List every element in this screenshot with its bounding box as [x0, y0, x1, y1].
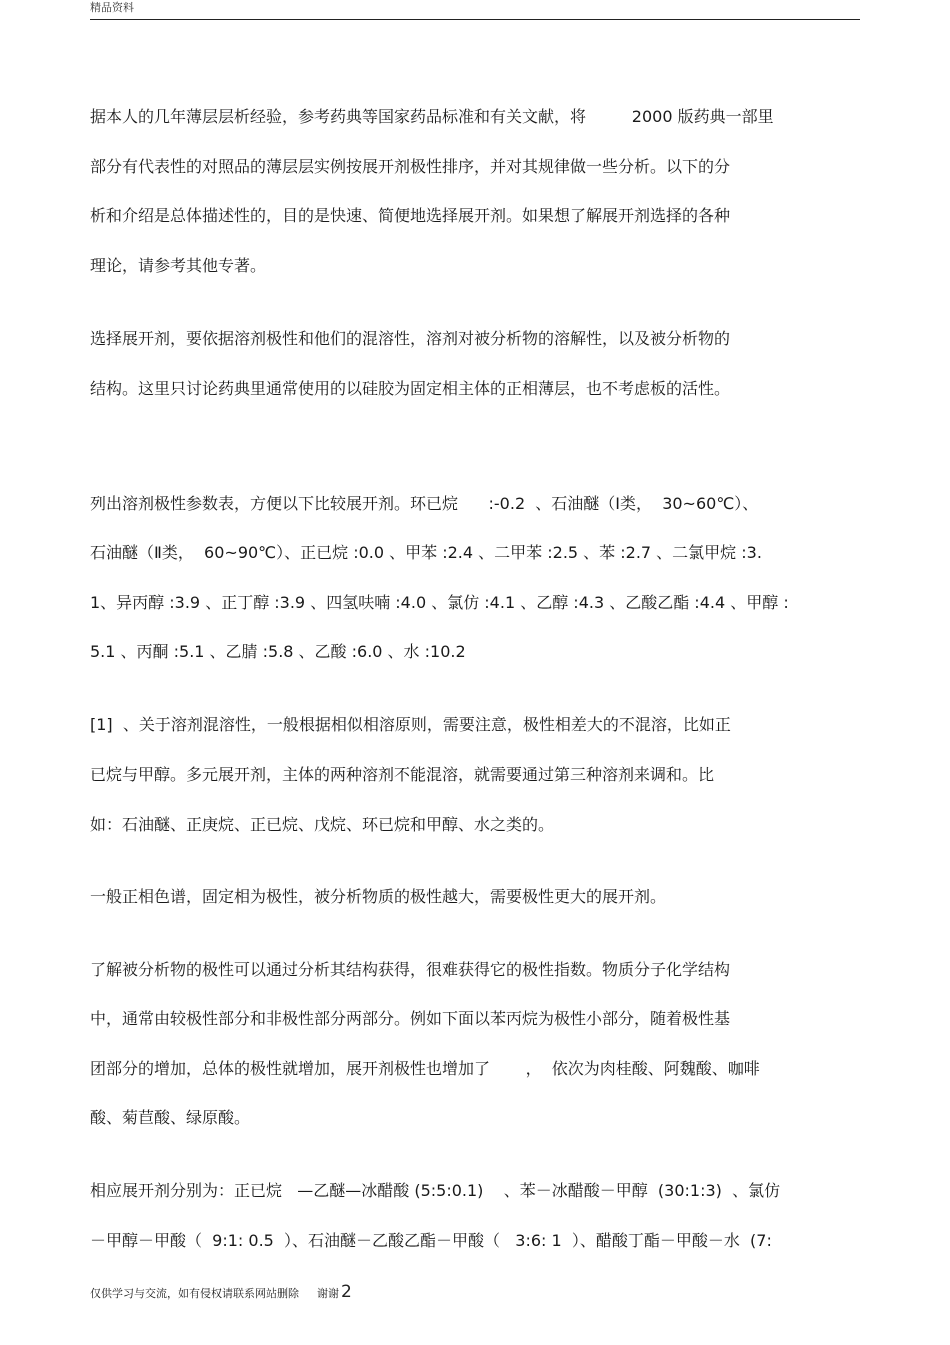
text-line: 析和介绍是总体描述性的，目的是快速、简便地选择展开剂。如果想了解展开剂选择的各种: [90, 206, 731, 225]
page-footer: [90, 1283, 352, 1303]
header-rule: [90, 19, 860, 20]
page-number: 2: [341, 1282, 352, 1302]
text-line: 一般正相色谱，固定相为极性，被分析物质的极性越大，需要极性更大的展开剂。: [90, 887, 667, 906]
text-line: 据本人的几年薄层层析经验，参考药典等国家药品标准和有关文献，将 2000 版药典一部里: [90, 107, 774, 126]
text-line: 1、异丙醇 :3.9 、正丁醇 :3.9 、四氢呋喃 :4.0 、氯仿 :4.1 、乙醇 :4.3 、乙酸乙酯 :4.4 、甲醇 :: [90, 593, 789, 612]
header-label: 精品资料: [90, 1, 134, 14]
text-line: 团部分的增加，总体的极性就增加，展开剂极性也增加了 ， 依次为肉桂酸、阿魏酸、咖啡: [90, 1059, 760, 1078]
text-line: 了解被分析物的极性可以通过分析其结构获得，很难获得它的极性指数。物质分子化学结构: [90, 960, 731, 979]
text-line: 选择展开剂，要依据溶剂极性和他们的混溶性，溶剂对被分析物的溶解性，以及被分析物的: [90, 329, 731, 348]
text-line: 列出溶剂极性参数表，方便以下比较展开剂。环已烷 :-0.2 、石油醚（Ⅰ类， 30~60℃）、: [90, 494, 759, 513]
text-line: 酸、菊苣酸、绿原酸。: [90, 1108, 251, 1127]
text-line: －甲醇－甲酸（ 9:1: 0.5 ）、石油醚－乙酸乙酯－甲酸（ 3:6: 1 ）、醋酸丁酯－甲酸－水 (7:: [90, 1231, 772, 1250]
text-line: 相应展开剂分别为：正已烷 —乙醚—冰醋酸 (5:5:0.1) 、苯－冰醋酸－甲醇 (30:1:3) 、氯仿: [90, 1181, 781, 1200]
text-line: 理论，请参考其他专著。: [90, 256, 267, 275]
text-line: 5.1 、丙酮 :5.1 、乙腈 :5.8 、乙酸 :6.0 、水 :10.2: [90, 642, 466, 661]
footer-thanks: 谢谢: [317, 1287, 339, 1300]
text-line: 如：石油醚、正庚烷、正已烷、戊烷、环已烷和甲醇、水之类的。: [90, 815, 555, 834]
text-line: 结构。这里只讨论药典里通常使用的以硅胶为固定相主体的正相薄层，也不考虑板的活性。: [90, 379, 731, 398]
text-line: 石油醚（Ⅱ类， 60~90℃）、正已烷 :0.0 、甲苯 :2.4 、二甲苯 :2.5 、苯 :2.7 、二氯甲烷 :3.: [90, 543, 762, 562]
text-line: [1] 、关于溶剂混溶性，一般根据相似相溶原则，需要注意，极性相差大的不混溶，比如正: [90, 715, 731, 734]
footer-notice: 仅供学习与交流，如有侵权请联系网站删除: [90, 1287, 299, 1300]
text-line: 部分有代表性的对照品的薄层层实例按展开剂极性排序，并对其规律做一些分析。以下的分: [90, 157, 731, 176]
text-line: 已烷与甲醇。多元展开剂，主体的两种溶剂不能混溶，就需要通过第三种溶剂来调和。比: [90, 765, 715, 784]
text-line: 中，通常由较极性部分和非极性部分两部分。例如下面以苯丙烷为极性小部分，随着极性基: [90, 1009, 731, 1028]
